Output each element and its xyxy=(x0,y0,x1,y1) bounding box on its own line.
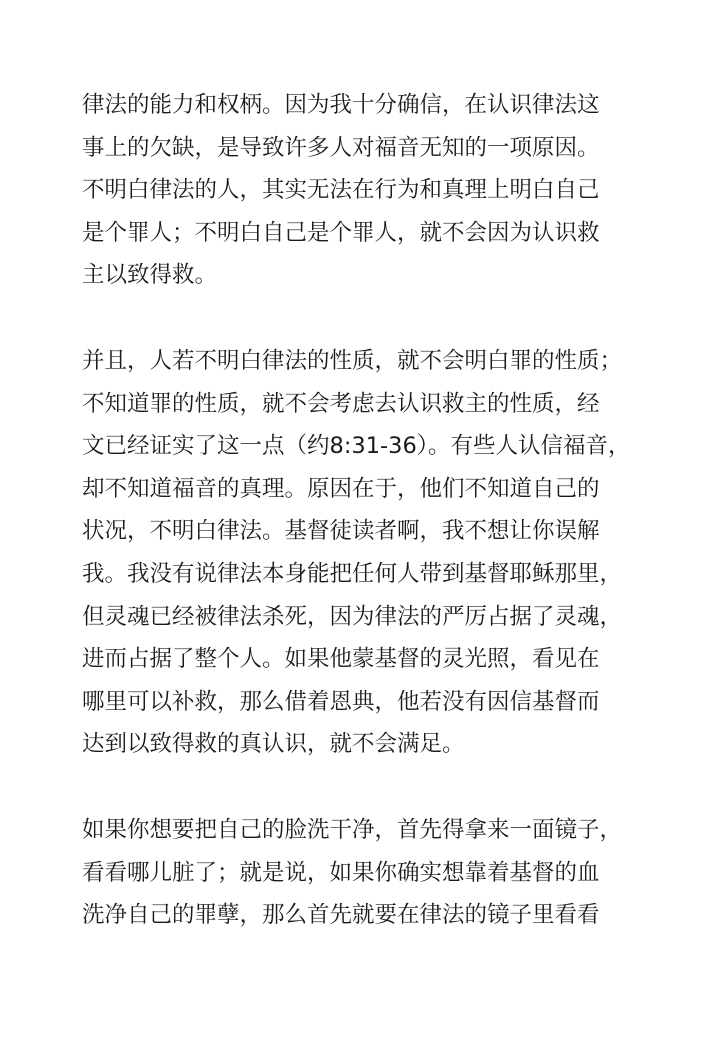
text-line: 哪里可以补救，那么借着恩典，他若没有因信基督而 xyxy=(82,688,600,715)
text-line: 律法的能力和权柄。因为我十分确信，在认识律法这 xyxy=(82,92,600,118)
text-line: 达到以致得救的真认识，就不会满足。 xyxy=(82,731,465,758)
text-line: 事上的欠缺，是导致许多人对福音无知的一项原因。 xyxy=(82,134,600,161)
text-line: 文已经证实了这一点（约8:31-36）。有些人认信福音， xyxy=(82,433,631,460)
paragraph-1 xyxy=(82,84,644,297)
text-line: 洗净自己的罪孽，那么首先就要在律法的镜子里看看 xyxy=(82,902,600,929)
paragraph-2 xyxy=(82,340,644,766)
text-line: 状况，不明白律法。基督徒读者啊，我不想让你误解 xyxy=(82,518,600,545)
text-line: 是个罪人；不明白自己是个罪人，就不会因为认识救 xyxy=(82,219,600,246)
text-line: 进而占据了整个人。如果他蒙基督的灵光照，看见在 xyxy=(82,646,600,673)
text-line: 我。我没有说律法本身能把任何人带到基督耶稣那里， xyxy=(82,560,623,587)
text-line: 如果你想要把自己的脸洗干净，首先得拿来一面镜子， xyxy=(82,816,623,843)
paragraph-spacer xyxy=(82,766,644,809)
paragraph-spacer xyxy=(82,297,644,340)
text-line: 却不知道福音的真理。原因在于，他们不知道自己的 xyxy=(82,475,600,502)
text-line: 但灵魂已经被律法杀死，因为律法的严厉占据了灵魂， xyxy=(82,603,623,630)
text-line: 不明白律法的人，其实无法在行为和真理上明白自己 xyxy=(82,177,600,204)
text-line: 看看哪儿脏了；就是说，如果你确实想靠着基督的血 xyxy=(82,859,600,886)
text-line: 主以致得救。 xyxy=(82,262,218,289)
text-line: 并且，人若不明白律法的性质，就不会明白罪的性质； xyxy=(82,347,623,374)
text-line: 不知道罪的性质，就不会考虑去认识救主的性质，经 xyxy=(82,390,600,417)
paragraph-3 xyxy=(82,809,644,937)
body-text xyxy=(82,84,644,937)
